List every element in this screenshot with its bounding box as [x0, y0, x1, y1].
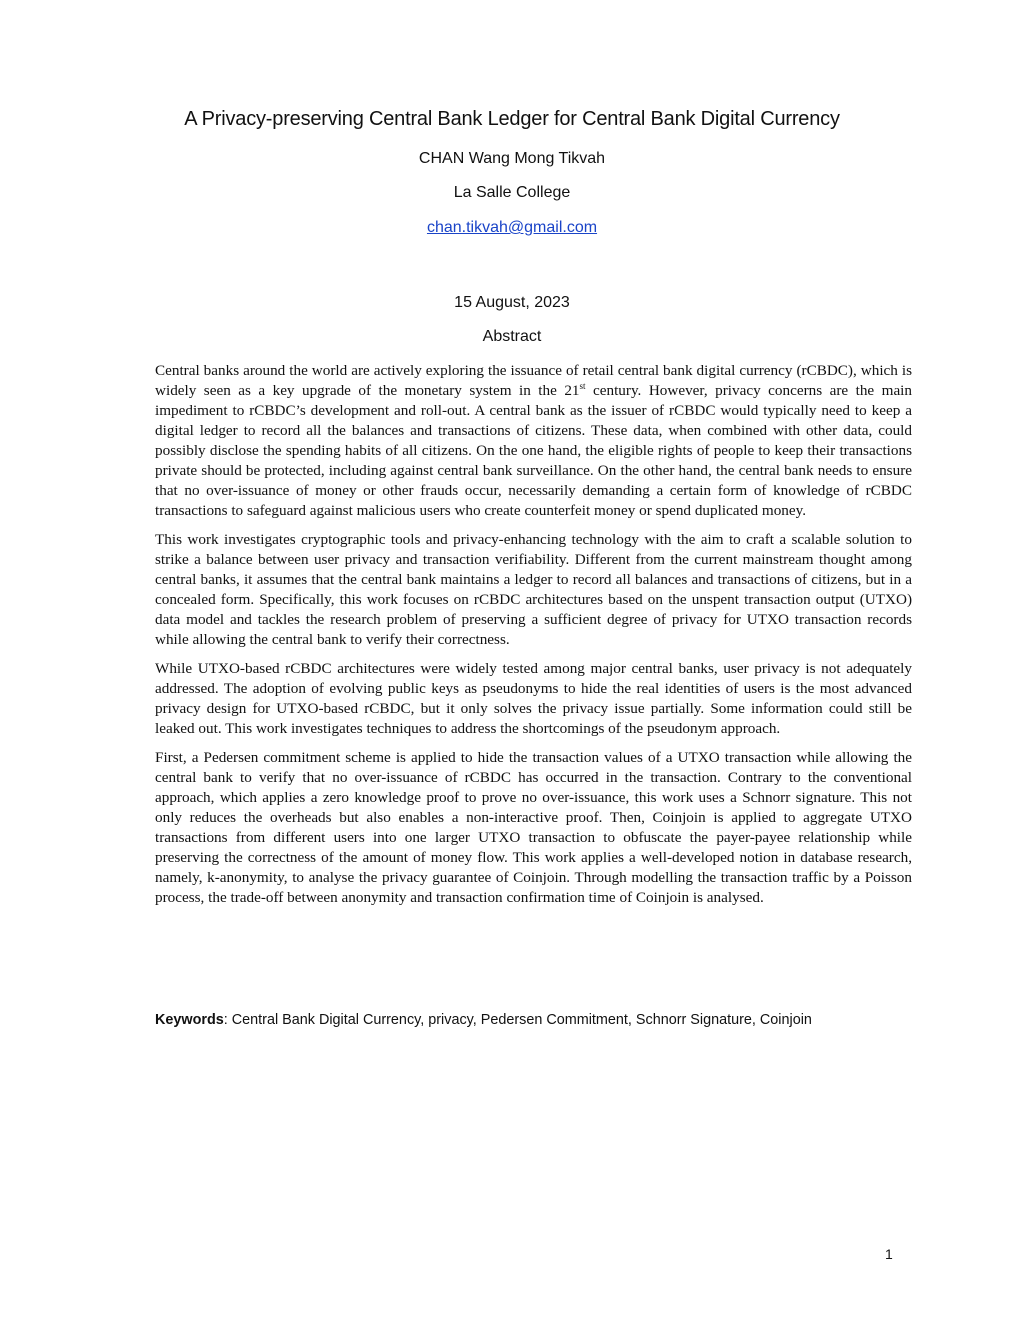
keywords-text: : Central Bank Digital Currency, privacy, Pedersen Commitment, Schnorr Signature, Coinjoin	[223, 1012, 812, 1028]
abstract-body	[155, 361, 912, 917]
paper-title: A Privacy-preserving Central Bank Ledger for Central Bank Digital Currency	[184, 108, 840, 130]
author-name: CHAN Wang Mong Tikvah	[418, 150, 606, 167]
affiliation: La Salle College	[453, 184, 571, 201]
email-link[interactable]: chan.tikvah@gmail.com	[426, 219, 598, 236]
abstract-paragraph-4: First, a Pedersen commitment scheme is applied to hide the transaction values of a UTXO transaction while allowing the central bank to verify that no over-issuance of rCBDC has occurred in the transaction. Contrary to the conventional approach, which applies a zero knowledge proof to prove no over-issuance, this work uses a Schnorr signature. This not only reduces the overheads but also enables a non-interactive proof. Then, Coinjoin is applied to aggregate UTXO transactions from different users into one larger UTXO transaction to obfuscate the payer-payee relationship while preserving the correctness of the amount of money flow. This work applies a well-developed notion in database research, namely, k-anonymity, to analyse the privacy guarantee of Coinjoin. Through modelling the transaction traffic by a Poisson process, the trade-off between anonymity and transaction confirmation time of Coinjoin is analysed.	[155, 749, 912, 906]
paragraph-1-part-b: century. However, privacy concerns are the main impediment to rCBDC’s development and roll-out. A central bank as the issuer of rCBDC would typically need to keep a digital ledger to record all the balances and transactions of citizens. These data, when combined with other data, could possibly disclose the spending habits of all citizens. On the one hand, the eligible rights of people to keep their transactions private should be protected, including against central bank surveillance. On the other hand, the central bank needs to ensure that no over-issuance of money or other frauds occur, necessarily demanding a certain form of knowledge of rCBDC transactions to safeguard against malicious users who create counterfeit money or spend duplicated money.	[155, 382, 912, 519]
abstract-paragraph-3: While UTXO-based rCBDC architectures were widely tested among major central banks, user privacy is not adequately addressed. The adoption of evolving public keys as pseudonyms to hide the real identities of users is the most advanced privacy design for UTXO-based rCBDC, but it only solves the privacy issue partially. Some information could still be leaked out. This work investigates techniques to address the shortcomings of the pseudonym approach.	[155, 660, 912, 737]
superscript-st: st	[579, 380, 586, 391]
paragraph-1-part-a: Central banks around the world are actively exploring the issuance of retail central bank digital currency (rCBDC), which is widely seen as a key upgrade of the monetary system in the 21	[155, 362, 912, 399]
keywords-label: Keywords	[155, 1012, 224, 1028]
publication-date: 15 August, 2023	[454, 294, 570, 311]
page-number: 1	[885, 1246, 893, 1262]
abstract-heading: Abstract	[482, 328, 542, 345]
abstract-paragraph-1	[155, 361, 912, 521]
abstract-paragraph-2: This work investigates cryptographic tools and privacy-enhancing technology with the aim to craft a scalable solution to strike a balance between user privacy and transaction verifiability. Different from the current mainstream thought among central banks, it assumes that the central bank maintains a ledger to record all balances and transactions of citizens, but in a concealed form. Specifically, this work focuses on rCBDC architectures based on the unspent transaction output (UTXO) data model and tackles the research problem of preserving a sufficient degree of privacy for UTXO transaction records while allowing the central bank to verify their correctness.	[155, 531, 912, 648]
keywords-line	[155, 1012, 812, 1028]
